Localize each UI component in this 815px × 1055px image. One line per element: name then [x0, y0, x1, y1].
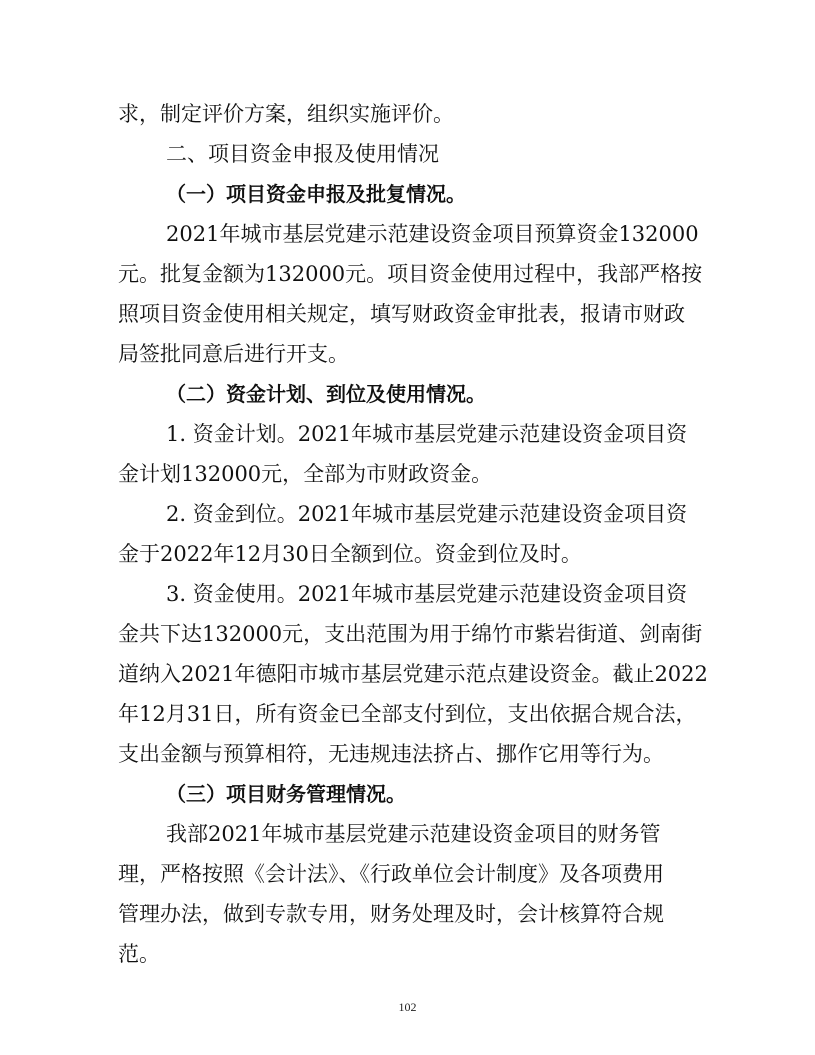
paragraph-line: 年12月31日，所有资金已全部支付到位，支出依据合规合法，	[118, 702, 697, 726]
paragraph-line: 理，严格按照《会计法》、《行政单位会计制度》及各项费用	[118, 862, 664, 886]
subsection-heading: （二）资金计划、到位及使用情况。	[166, 382, 486, 406]
paragraph-line: 2. 资金到位。2021年城市基层党建示范建设资金项目资	[166, 502, 688, 526]
paragraph-line: 金共下达132000元，支出范围为用于绵竹市紫岩街道、剑南街	[118, 622, 703, 646]
paragraph-line: 照项目资金使用相关规定，填写财政资金审批表，报请市财政	[118, 302, 685, 326]
paragraph-line: 3. 资金使用。2021年城市基层党建示范建设资金项目资	[166, 582, 688, 606]
paragraph-line: 金计划132000元，全部为市财政资金。	[118, 462, 493, 486]
section-heading: 二、项目资金申报及使用情况	[166, 142, 439, 166]
paragraph-line: 1. 资金计划。2021年城市基层党建示范建设资金项目资	[166, 422, 688, 446]
subsection-heading: （一）项目资金申报及批复情况。	[166, 182, 466, 206]
paragraph-line: 范。	[118, 942, 160, 966]
paragraph-line: 管理办法，做到专款专用，财务处理及时，会计核算符合规	[118, 902, 664, 926]
paragraph-line: 支出金额与预算相符，无违规违法挤占、挪作它用等行为。	[118, 742, 664, 766]
document-body	[118, 94, 708, 974]
page-number: 102	[398, 1000, 417, 1014]
paragraph-line: 道纳入2021年德阳市城市基层党建示范点建设资金。截止2022	[118, 662, 708, 686]
subsection-heading: （三）项目财务管理情况。	[166, 782, 406, 806]
paragraph-line: 我部2021年城市基层党建示范建设资金项目的财务管	[166, 822, 661, 846]
paragraph-line: 求，制定评价方案，组织实施评价。	[118, 102, 454, 126]
paragraph-line: 局签批同意后进行开支。	[118, 342, 349, 366]
paragraph-line: 2021年城市基层党建示范建设资金项目预算资金132000	[166, 222, 699, 246]
paragraph-line: 元。批复金额为132000元。项目资金使用过程中，我部严格按	[118, 262, 703, 286]
paragraph-line: 金于2022年12月30日全额到位。资金到位及时。	[118, 542, 582, 566]
